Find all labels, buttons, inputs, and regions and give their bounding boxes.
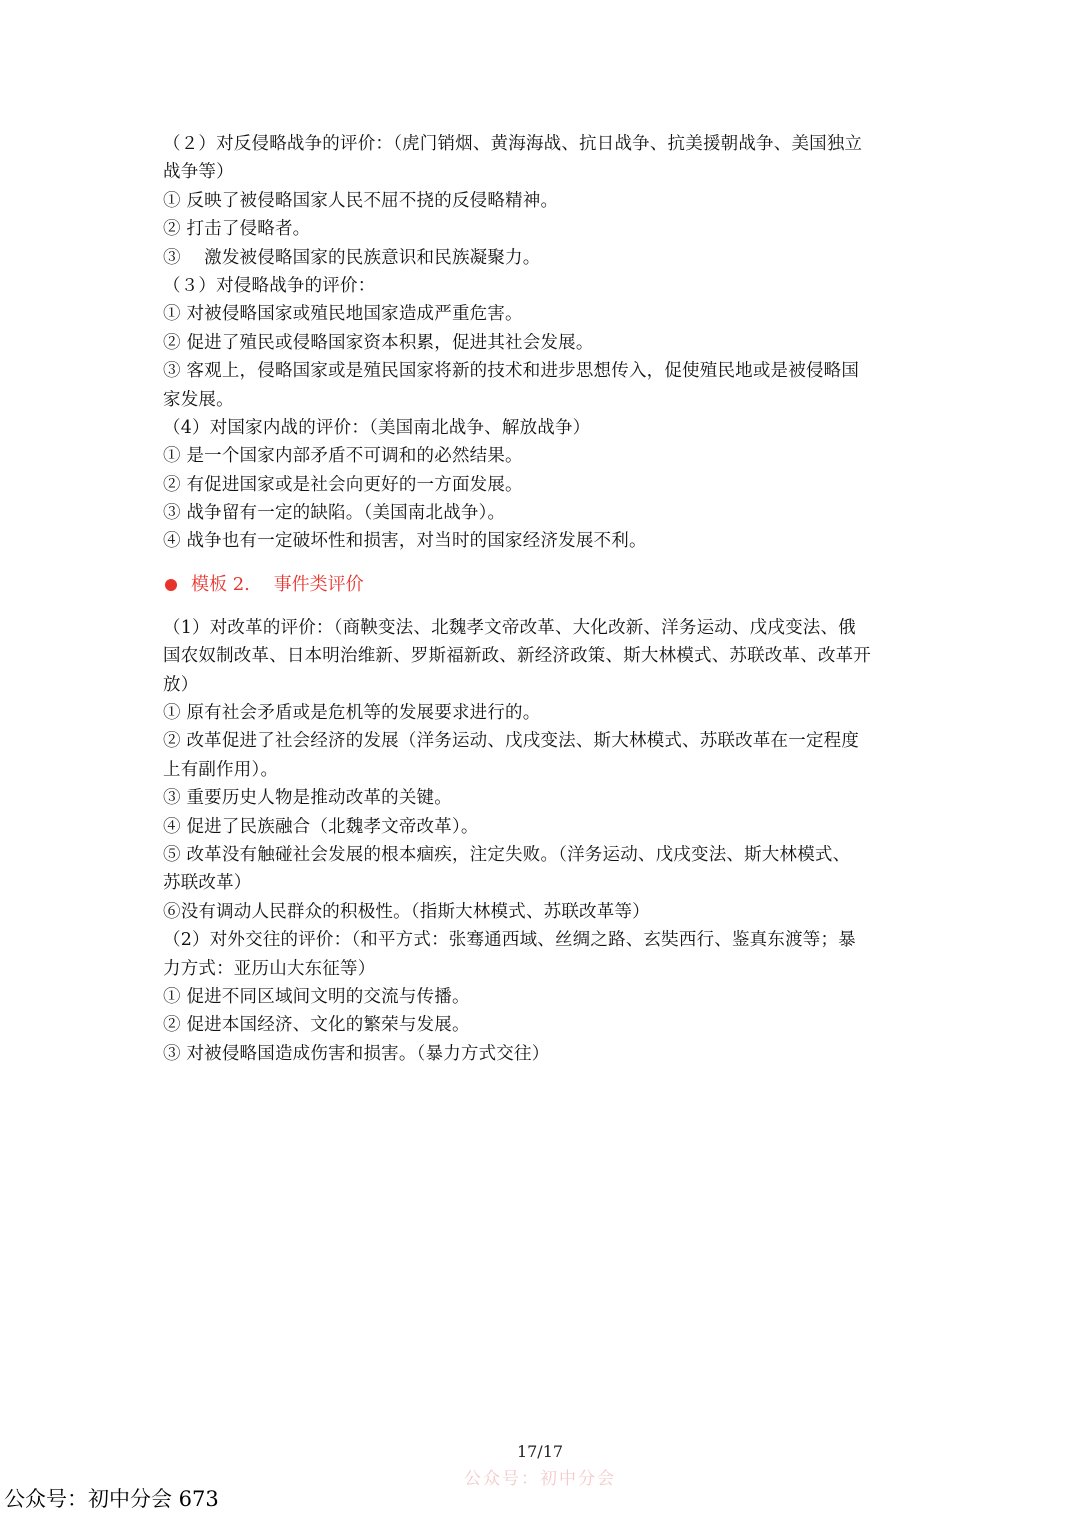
text-line: 家发展。	[163, 389, 234, 410]
page-number: 17/17	[516, 1442, 564, 1461]
text-line: ③ 客观上，侵略国家或是殖民国家将新的技术和进步思想传入，促使殖民地或是被侵略国	[163, 361, 860, 382]
brand-label: 公众号：初中分会 673	[4, 1487, 219, 1511]
text-line: ② 有促进国家或是社会向更好的一方面发展。	[163, 474, 523, 495]
text-line: ④ 战争也有一定破坏性和损害，对当时的国家经济发展不利。	[163, 531, 647, 552]
watermark: 公众号：初中分会	[464, 1469, 616, 1489]
text-line: （２）对反侵略战争的评价：（虎门销烟、黄海海战、抗日战争、抗美援朝战争、美国独立	[163, 134, 863, 154]
template-heading	[163, 570, 923, 600]
text-line: 战争等）	[163, 162, 234, 183]
text-line: ② 促进本国经济、文化的繁荣与发展。	[163, 1015, 470, 1036]
text-line: ① 原有社会矛盾或是危机等的发展要求进行的。	[163, 703, 541, 724]
section-gap	[163, 600, 923, 614]
text-line: 苏联改革）	[163, 873, 252, 894]
text-line: ④ 促进了民族融合（北魏孝文帝改革）。	[163, 816, 479, 837]
text-line: 国农奴制改革、日本明治维新、罗斯福新政、新经济政策、斯大林模式、苏联改革、改革开	[163, 646, 871, 667]
text-line: ③ 激发被侵略国家的民族意识和民族凝聚力。	[163, 247, 541, 268]
heading-text: 模板 2. 事件类评价	[191, 573, 364, 595]
text-line: ③ 对被侵略国造成伤害和损害。（暴力方式交往）	[163, 1043, 550, 1064]
text-line: ② 打击了侵略者。	[163, 219, 311, 240]
text-line: 放）	[163, 674, 199, 695]
war-evaluation-section	[163, 130, 923, 556]
red-bullet-icon	[165, 579, 177, 591]
text-line: ① 促进不同区域间文明的交流与传播。	[163, 986, 470, 1007]
text-line: （1）对改革的评价：（商鞅变法、北魏孝文帝改革、大化改新、洋务运动、戊戌变法、俄	[163, 617, 856, 638]
text-line: ③ 重要历史人物是推动改革的关键。	[163, 788, 452, 809]
section-gap	[163, 556, 923, 570]
text-line: ① 对被侵略国家或殖民地国家造成严重危害。	[163, 304, 523, 325]
text-line: ③ 战争留有一定的缺陷。（美国南北战争）。	[163, 503, 506, 524]
text-line: 上有副作用）。	[163, 759, 279, 780]
text-line: 力方式：亚历山大东征等）	[163, 958, 376, 979]
text-line: （2）对外交往的评价：（和平方式：张骞通西域、丝绸之路、玄奘西行、鉴真东渡等；暴	[163, 930, 856, 951]
text-line: （３）对侵略战争的评价：	[163, 275, 376, 296]
text-line: ① 是一个国家内部矛盾不可调和的必然结果。	[163, 446, 523, 467]
document-body	[163, 130, 923, 1068]
text-line: （4）对国家内战的评价：（美国南北战争、解放战争）	[163, 417, 591, 438]
text-line: ② 促进了殖民或侵略国家资本积累，促进其社会发展。	[163, 332, 594, 353]
text-line: ② 改革促进了社会经济的发展（洋务运动、戊戌变法、斯大林模式、苏联改革在一定程度	[163, 731, 860, 752]
text-line: ① 反映了被侵略国家人民不屈不挠的反侵略精神。	[163, 190, 559, 211]
text-line: ⑤ 改革没有触碰社会发展的根本痼疾，注定失败。（洋务运动、戊戌变法、斯大林模式、	[163, 844, 851, 865]
text-line: ⑥没有调动人民群众的积极性。（指斯大林模式、苏联改革等）	[163, 901, 650, 922]
event-evaluation-section	[163, 614, 923, 1068]
